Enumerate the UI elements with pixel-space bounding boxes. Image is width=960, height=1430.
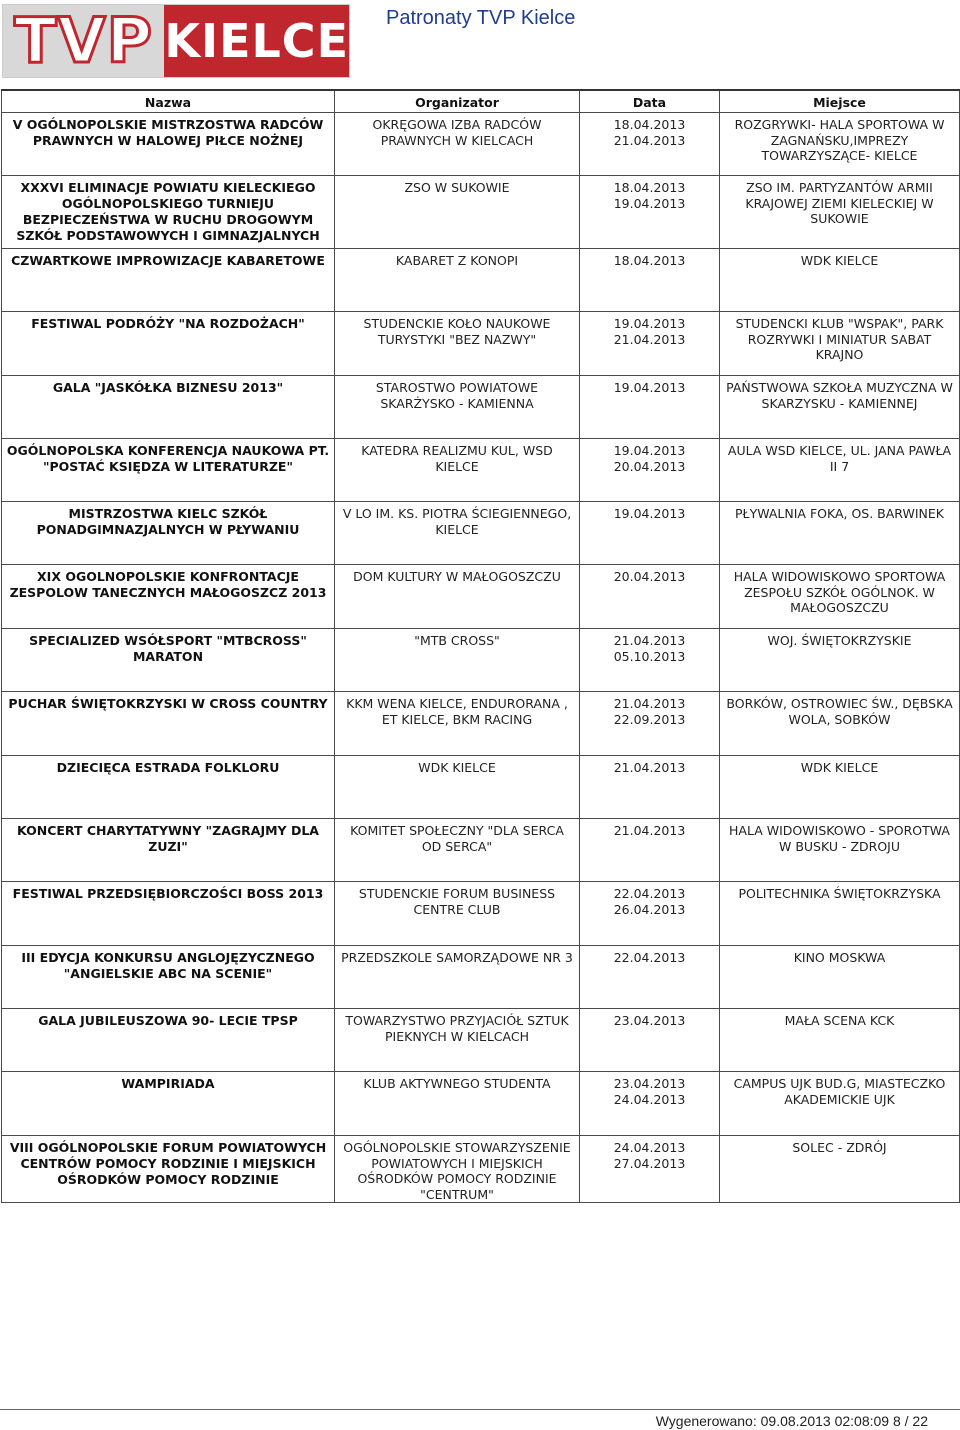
table-row [2, 249, 960, 312]
place-cell: ZSO IM. PARTYZANTÓW ARMII KRAJOWEJ ZIEMI KIELECKIEJ W SUKOWIE [720, 176, 960, 249]
generated-timestamp: Wygenerowano: 09.08.2013 02:08:09 [655, 1413, 890, 1429]
logo-tvp-mark: TVP [3, 5, 164, 77]
table-row [2, 819, 960, 882]
table-row [2, 1136, 960, 1203]
column-header-name: Nazwa [2, 90, 335, 113]
date-cell: 19.04.2013 [580, 502, 720, 565]
event-name-cell: FESTIWAL PODRÓŻY "NA ROZDOŻACH" [2, 312, 335, 376]
date-cell: 19.04.2013 21.04.2013 [580, 312, 720, 376]
table-header-row [2, 90, 960, 113]
event-name-cell: XXXVI ELIMINACJE POWIATU KIELECKIEGO OGÓLNOPOLSKIEGO TURNIEJU BEZPIECZEŃSTWA W RUCHU DROGOWYM SZKÓŁ PODSTAWOWYCH I GIMNAZJALNYCH [2, 176, 335, 249]
organizer-cell: DOM KULTURY W MAŁOGOSZCZU [335, 565, 580, 629]
place-cell: WOJ. ŚWIĘTOKRZYSKIE [720, 629, 960, 692]
footer [656, 1413, 928, 1429]
date-cell: 22.04.2013 26.04.2013 [580, 882, 720, 946]
table-row [2, 946, 960, 1009]
place-cell: WDK KIELCE [720, 756, 960, 819]
table-row [2, 439, 960, 502]
date-cell: 19.04.2013 [580, 376, 720, 439]
organizer-cell: STAROSTWO POWIATOWE SKARŻYSKO - KAMIENNA [335, 376, 580, 439]
event-name-cell: KONCERT CHARYTATYWNY "ZAGRAJMY DLA ZUZI" [2, 819, 335, 882]
tvp-kielce-logo [2, 4, 350, 78]
organizer-cell: V LO IM. KS. PIOTRA ŚCIEGIENNEGO, KIELCE [335, 502, 580, 565]
date-cell: 24.04.2013 27.04.2013 [580, 1136, 720, 1203]
organizer-cell: KATEDRA REALIZMU KUL, WSD KIELCE [335, 439, 580, 502]
logo-region-mark: KIELCE [164, 5, 349, 77]
date-cell: 18.04.2013 19.04.2013 [580, 176, 720, 249]
date-cell: 20.04.2013 [580, 565, 720, 629]
organizer-cell: STUDENCKIE KOŁO NAUKOWE TURYSTYKI "BEZ NAZWY" [335, 312, 580, 376]
place-cell: WDK KIELCE [720, 249, 960, 312]
table-row [2, 502, 960, 565]
place-cell: BORKÓW, OSTROWIEC ŚW., DĘBSKA WOLA, SOBKÓW [720, 692, 960, 756]
place-cell: POLITECHNIKA ŚWIĘTOKRZYSKA [720, 882, 960, 946]
place-cell: HALA WIDOWISKOWO SPORTOWA ZESPOŁU SZKÓŁ OGÓLNOK. W MAŁOGOSZCZU [720, 565, 960, 629]
event-name-cell: SPECIALIZED WSÓŁSPORT "MTBCROSS" MARATON [2, 629, 335, 692]
organizer-cell: OKRĘGOWA IZBA RADCÓW PRAWNYCH W KIELCACH [335, 113, 580, 176]
table-row [2, 565, 960, 629]
event-name-cell: MISTRZOSTWA KIELC SZKÓŁ PONADGIMNAZJALNYCH W PŁYWANIU [2, 502, 335, 565]
event-name-cell: PUCHAR ŚWIĘTOKRZYSKI W CROSS COUNTRY [2, 692, 335, 756]
place-cell: KINO MOSKWA [720, 946, 960, 1009]
date-cell: 18.04.2013 [580, 249, 720, 312]
table-row [2, 113, 960, 176]
column-header-date: Data [580, 90, 720, 113]
organizer-cell: ZSO W SUKOWIE [335, 176, 580, 249]
place-cell: PAŃSTWOWA SZKOŁA MUZYCZNA W SKARZYSKU - KAMIENNEJ [720, 376, 960, 439]
column-header-organizer: Organizator [335, 90, 580, 113]
date-cell: 21.04.2013 05.10.2013 [580, 629, 720, 692]
date-cell: 21.04.2013 22.09.2013 [580, 692, 720, 756]
table-row [2, 692, 960, 756]
column-header-place: Miejsce [720, 90, 960, 113]
table-row [2, 1009, 960, 1072]
place-cell: ROZGRYWKI- HALA SPORTOWA W ZAGNAŃSKU,IMPREZY TOWARZYSZĄCE- KIELCE [720, 113, 960, 176]
event-name-cell: WAMPIRIADA [2, 1072, 335, 1136]
date-cell: 21.04.2013 [580, 819, 720, 882]
organizer-cell: KABARET Z KONOPI [335, 249, 580, 312]
table-row [2, 312, 960, 376]
organizer-cell: KKM WENA KIELCE, ENDURORANA , ET KIELCE, BKM RACING [335, 692, 580, 756]
organizer-cell: STUDENCKIE FORUM BUSINESS CENTRE CLUB [335, 882, 580, 946]
date-cell: 23.04.2013 24.04.2013 [580, 1072, 720, 1136]
event-name-cell: XIX OGOLNOPOLSKIE KONFRONTACJE ZESPOLOW TANECZNYCH MAŁOGOSZCZ 2013 [2, 565, 335, 629]
date-cell: 18.04.2013 21.04.2013 [580, 113, 720, 176]
place-cell: CAMPUS UJK BUD.G, MIASTECZKO AKADEMICKIE UJK [720, 1072, 960, 1136]
organizer-cell: KOMITET SPOŁECZNY "DLA SERCA OD SERCA" [335, 819, 580, 882]
event-name-cell: DZIECIĘCA ESTRADA FOLKLORU [2, 756, 335, 819]
place-cell: SOLEC - ZDRÓJ [720, 1136, 960, 1203]
date-cell: 21.04.2013 [580, 756, 720, 819]
organizer-cell: "MTB CROSS" [335, 629, 580, 692]
table-row [2, 176, 960, 249]
event-name-cell: GALA "JASKÓŁKA BIZNESU 2013" [2, 376, 335, 439]
date-cell: 22.04.2013 [580, 946, 720, 1009]
organizer-cell: TOWARZYSTWO PRZYJACIÓŁ SZTUK PIEKNYCH W KIELCACH [335, 1009, 580, 1072]
event-name-cell: CZWARTKOWE IMPROWIZACJE KABARETOWE [2, 249, 335, 312]
page-number: 8 / 22 [892, 1413, 928, 1429]
table-row [2, 376, 960, 439]
event-name-cell: GALA JUBILEUSZOWA 90- LECIE TPSP [2, 1009, 335, 1072]
place-cell: PŁYWALNIA FOKA, OS. BARWINEK [720, 502, 960, 565]
table-row [2, 629, 960, 692]
date-cell: 19.04.2013 20.04.2013 [580, 439, 720, 502]
event-name-cell: FESTIWAL PRZEDSIĘBIORCZOŚCI BOSS 2013 [2, 882, 335, 946]
event-name-cell: VIII OGÓLNOPOLSKIE FORUM POWIATOWYCH CENTRÓW POMOCY RODZINIE I MIEJSKICH OŚRODKÓW POMOCY RODZINIE [2, 1136, 335, 1203]
event-name-cell: III EDYCJA KONKURSU ANGLOJĘZYCZNEGO "ANGIELSKIE ABC NA SCENIE" [2, 946, 335, 1009]
table-body [2, 113, 960, 1203]
organizer-cell: KLUB AKTYWNEGO STUDENTA [335, 1072, 580, 1136]
events-table [1, 89, 960, 1203]
place-cell: AULA WSD KIELCE, UL. JANA PAWŁA II 7 [720, 439, 960, 502]
organizer-cell: PRZEDSZKOLE SAMORZĄDOWE NR 3 [335, 946, 580, 1009]
table-row [2, 756, 960, 819]
event-name-cell: OGÓLNOPOLSKA KONFERENCJA NAUKOWA PT. "POSTAĆ KSIĘDZA W LITERATURZE" [2, 439, 335, 502]
event-name-cell: V OGÓLNOPOLSKIE MISTRZOSTWA RADCÓW PRAWNYCH W HALOWEJ PIŁCE NOŻNEJ [2, 113, 335, 176]
table-row [2, 1072, 960, 1136]
place-cell: STUDENCKI KLUB "WSPAK", PARK ROZRYWKI I MINIATUR SABAT KRAJNO [720, 312, 960, 376]
table-row [2, 882, 960, 946]
date-cell: 23.04.2013 [580, 1009, 720, 1072]
place-cell: HALA WIDOWISKOWO - SPOROTWA W BUSKU - ZDROJU [720, 819, 960, 882]
page-title: Patronaty TVP Kielce [386, 7, 576, 29]
organizer-cell: WDK KIELCE [335, 756, 580, 819]
footer-divider [0, 1409, 960, 1410]
organizer-cell: OGÓLNOPOLSKIE STOWARZYSZENIE POWIATOWYCH I MIEJSKICH OŚRODKÓW POMOCY RODZINIE "CENTRUM" [335, 1136, 580, 1203]
place-cell: MAŁA SCENA KCK [720, 1009, 960, 1072]
